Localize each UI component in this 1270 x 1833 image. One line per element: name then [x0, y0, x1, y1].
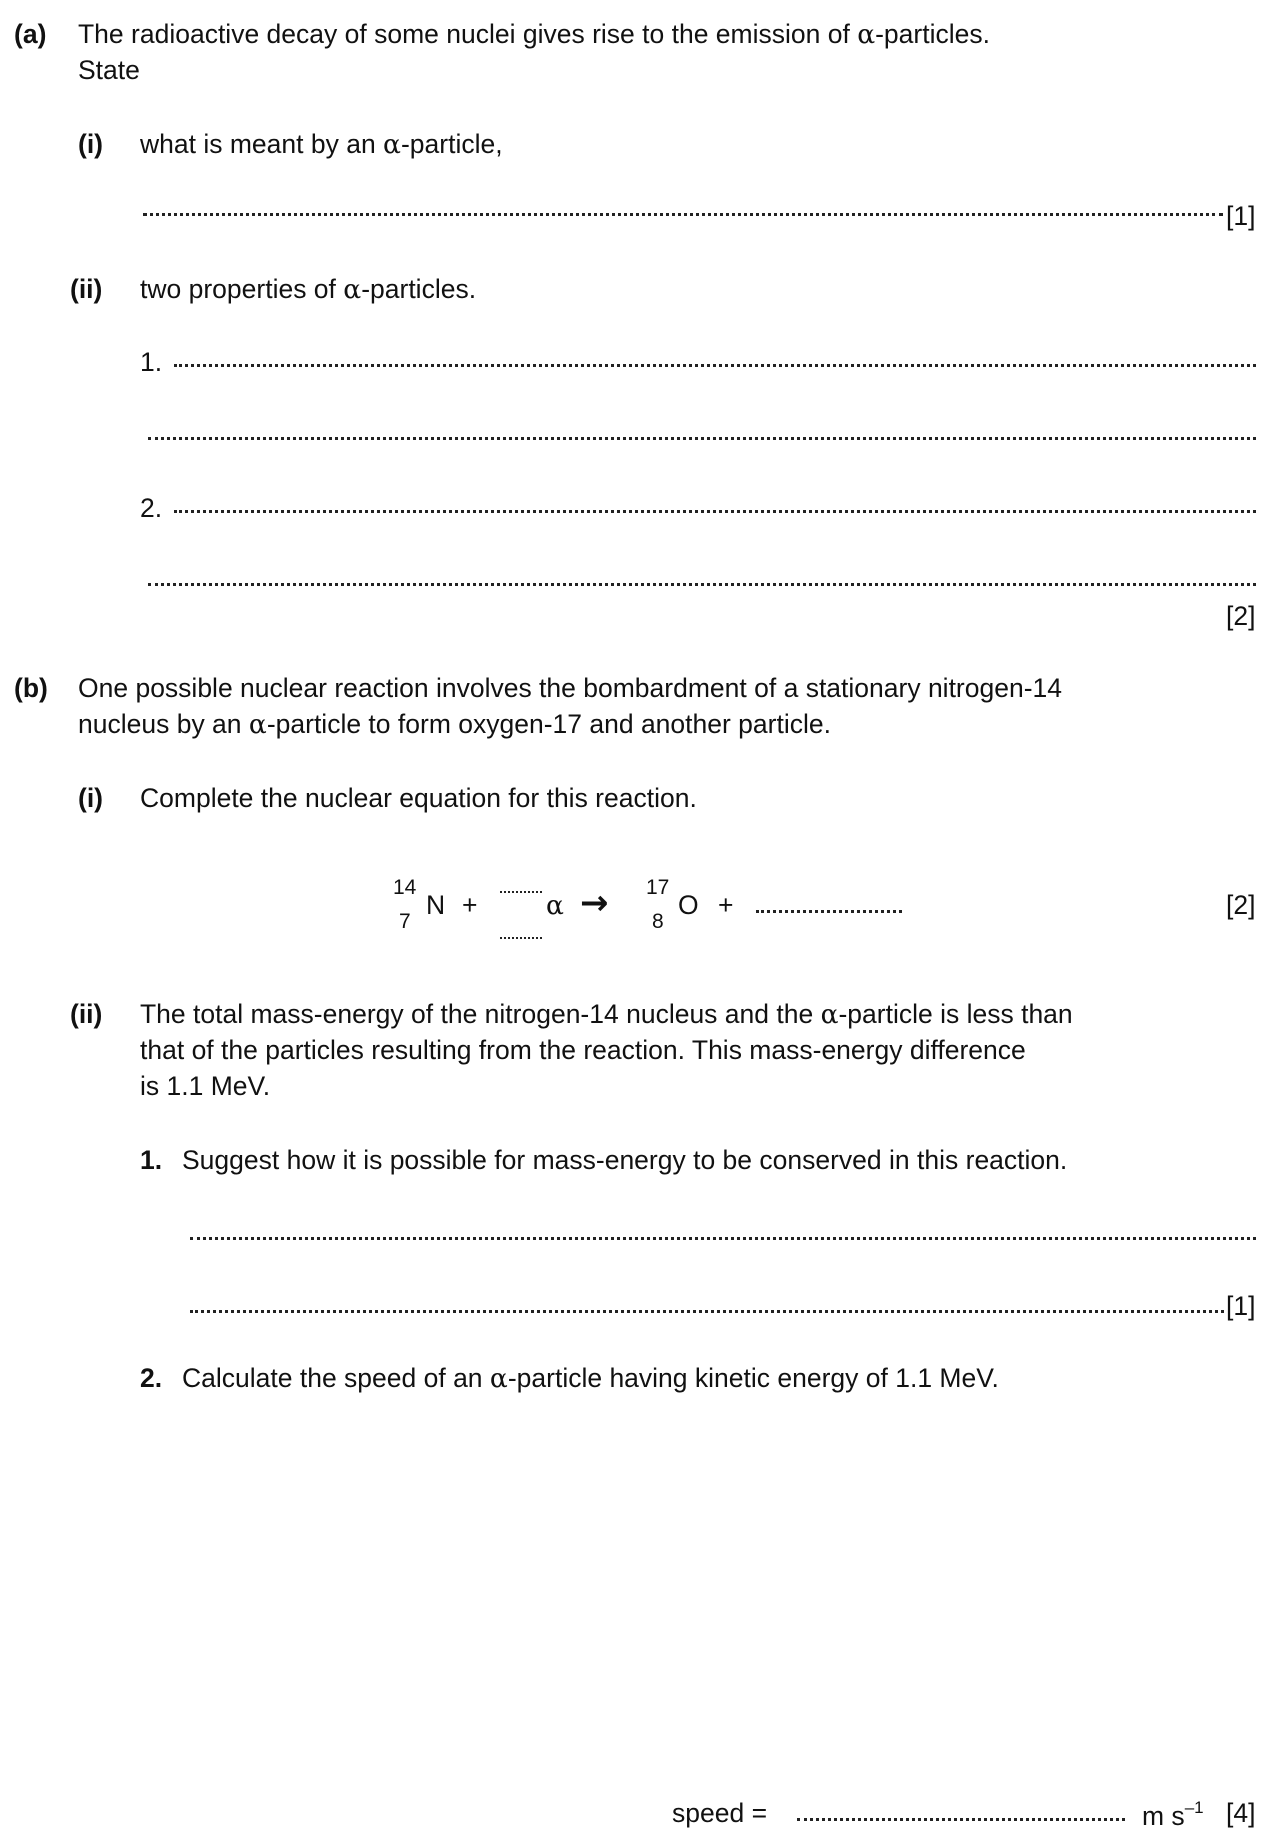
alpha-atomic-number-blank[interactable]: [500, 937, 542, 939]
answer-line-property-1b[interactable]: [148, 437, 1256, 440]
b-ii-q1-label: 1.: [140, 1145, 163, 1175]
marks-b-ii-2: [4]: [1226, 1798, 1256, 1828]
part-a-ii-question: two properties of α-particles.: [140, 274, 477, 305]
marks-a-i: [1]: [1226, 201, 1256, 231]
part-b-ii-line1: The total mass-energy of the nitrogen-14 nucleus and the α-particle is less than: [140, 999, 1073, 1030]
part-a-label: (a): [14, 19, 47, 49]
part-a-i-label: (i): [78, 129, 104, 159]
speed-unit: [1142, 1797, 1204, 1833]
nitrogen-symbol: N: [426, 890, 446, 920]
part-b-label: (b): [14, 673, 48, 703]
reaction-arrow: →: [580, 883, 609, 923]
speed-unit-exponent: –1: [1184, 1798, 1204, 1817]
marks-b-i: [2]: [1226, 890, 1256, 920]
b-ii-q2-question: Calculate the speed of an α-particle having kinetic energy of 1.1 MeV.: [182, 1363, 999, 1394]
alpha-mass-number-blank[interactable]: [500, 891, 542, 893]
answer-line-property-2a[interactable]: [174, 510, 1256, 513]
part-b-ii-line3: is 1.1 MeV.: [140, 1071, 271, 1101]
part-b-stem-line2: nucleus by an α-particle to form oxygen-17 and another particle.: [78, 709, 831, 740]
plus-sign-2: +: [718, 890, 734, 920]
product-particle-blank[interactable]: [756, 910, 902, 913]
answer-line-a-i[interactable]: [143, 213, 1223, 216]
nitrogen-mass-number: 14: [393, 876, 417, 899]
answer-line-b-ii-1a[interactable]: [190, 1237, 1256, 1240]
speed-unit-base: m s: [1142, 1801, 1185, 1831]
nitrogen-atomic-number: 7: [399, 910, 411, 933]
part-a-stem-line2: State: [78, 55, 140, 85]
property-1-label: 1.: [140, 347, 163, 377]
plus-sign-1: +: [462, 890, 478, 920]
oxygen-mass-number: 17: [646, 876, 670, 899]
part-a-ii-label: (ii): [70, 274, 103, 304]
part-b-ii-label: (ii): [70, 999, 103, 1029]
b-ii-q2-label: 2.: [140, 1363, 163, 1393]
part-a-i-question: what is meant by an α-particle,: [140, 129, 503, 160]
b-ii-q1-question: Suggest how it is possible for mass-energy to be conserved in this reaction.: [182, 1145, 1068, 1175]
answer-line-property-2b[interactable]: [148, 583, 1256, 586]
answer-line-property-1a[interactable]: [174, 364, 1256, 367]
part-b-ii-line2: that of the particles resulting from the reaction. This mass-energy difference: [140, 1035, 1026, 1065]
answer-line-b-ii-1b[interactable]: [190, 1310, 1224, 1313]
working-space[interactable]: [140, 1410, 1256, 1790]
part-b-i-label: (i): [78, 783, 104, 813]
oxygen-symbol: O: [678, 890, 699, 920]
oxygen-atomic-number: 8: [652, 910, 664, 933]
part-a-stem-line1: The radioactive decay of some nuclei gives rise to the emission of α-particles.: [78, 19, 990, 50]
marks-a-ii: [2]: [1226, 601, 1256, 631]
speed-label: speed =: [672, 1798, 768, 1828]
property-2-label: 2.: [140, 493, 163, 523]
marks-b-ii-1: [1]: [1226, 1291, 1256, 1321]
part-b-i-question: Complete the nuclear equation for this reaction.: [140, 783, 697, 813]
part-b-stem-line1: One possible nuclear reaction involves the bombardment of a stationary nitrogen-14: [78, 673, 1063, 703]
speed-answer-line[interactable]: [797, 1818, 1125, 1821]
alpha-symbol: α: [546, 890, 564, 921]
